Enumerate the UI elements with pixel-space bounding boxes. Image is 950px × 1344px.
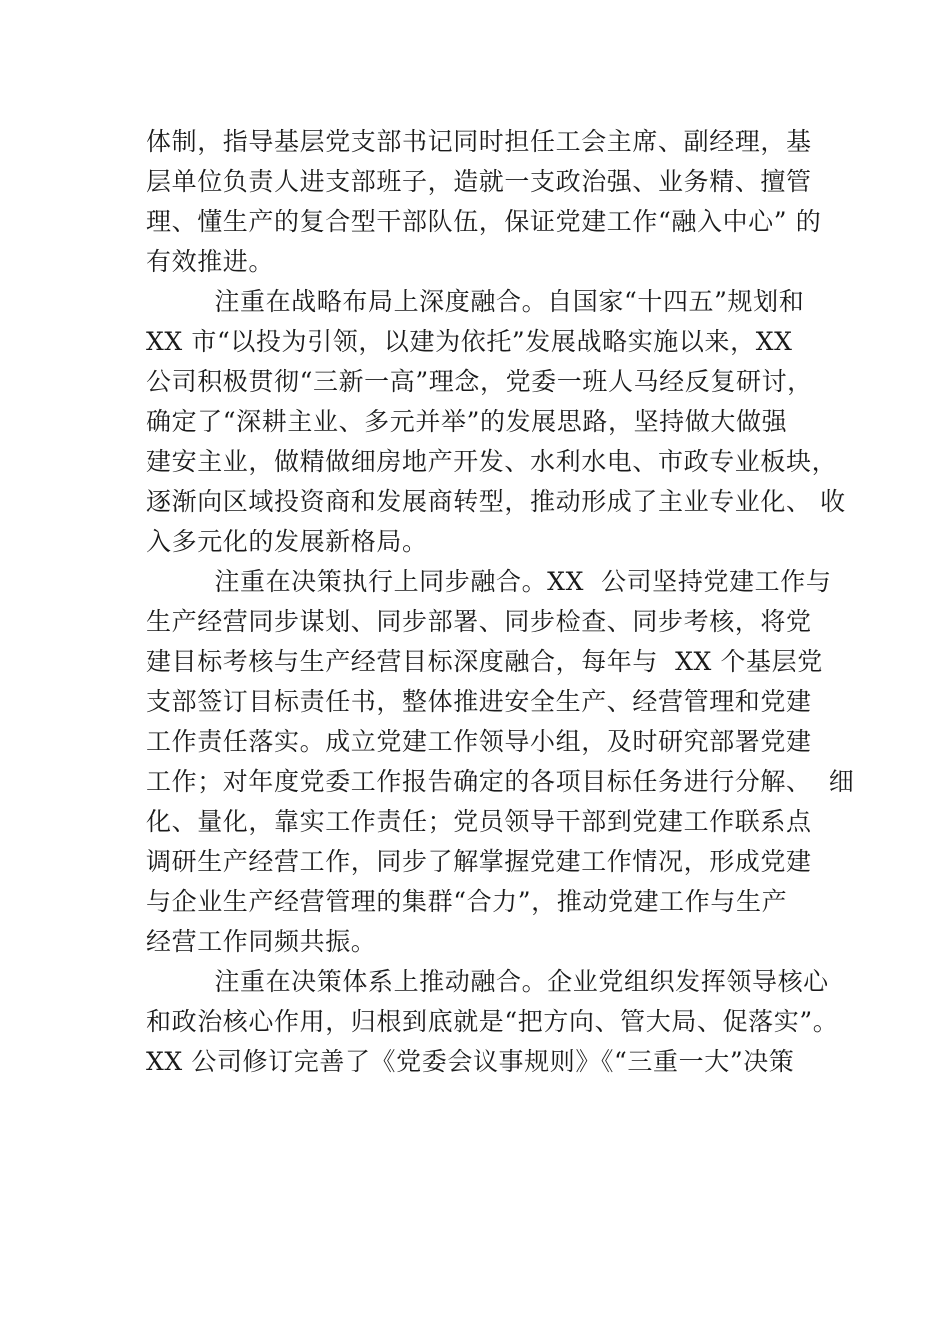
text-line: 和政治核心作用，归根到底就是“把方向、管大局、促落实”。 [146,1007,839,1036]
text-line: 有效推进。 [146,247,275,276]
text-line: 支部签订目标责任书，整体推进安全生产、经营管理和党建 [146,687,812,716]
text-line: 理、懂生产的复合型干部队伍，保证党建工作“融入中心” 的 [146,207,822,236]
text-line: 注重在决策体系上推动融合。企业党组织发挥领导核心 [146,967,829,996]
text-line: 工作；对年度党委工作报告确定的各项目标任务进行分解、 细 [146,767,855,796]
text-line: 建安主业，做精做细房地产开发、水利水电、市政专业板块， [146,447,838,476]
text-line: 注重在战略布局上深度融合。自国家“十四五”规划和 [146,287,805,316]
text-line: 体制，指导基层党支部书记同时担任工会主席、副经理，基 [146,127,812,156]
text-line: 化、量化，靠实工作责任；党员领导干部到党建工作联系点 [146,807,812,836]
text-line: 公司积极贯彻“三新一高”理念，党委一班人马经反复研讨， [146,367,813,396]
text-line: 生产经营同步谋划、同步部署、同步检查、同步考核，将党 [146,607,812,636]
text-line: 注重在决策执行上同步融合。XX 公司坚持党建工作与 [146,567,832,596]
text-line: 逐渐向区域投资商和发展商转型，推动形成了主业专业化、 收 [146,487,846,516]
text-line: 调研生产经营工作，同步了解掌握党建工作情况，形成党建 [146,847,812,876]
text-line: 建目标考核与生产经营目标深度融合，每年与 XX 个基层党 [146,647,823,676]
text-line: 经营工作同频共振。 [146,927,377,956]
document-body [146,122,855,1082]
text-line: 确定了“深耕主业、多元并举”的发展思路，坚持做大做强 [146,407,788,436]
text-line: XX 市“以投为引领，以建为依托”发展战略实施以来，XX [146,327,793,356]
text-line: 层单位负责人进支部班子，造就一支政治强、业务精、擅管 [146,167,812,196]
text-line: 与企业生产经营管理的集群“合力”，推动党建工作与生产 [146,887,788,916]
text-line: 工作责任落实。成立党建工作领导小组，及时研究部署党建 [146,727,812,756]
text-line: 入多元化的发展新格局。 [146,527,428,556]
text-line: XX 公司修订完善了《党委会议事规则》《“三重一大”决策 [146,1047,795,1076]
